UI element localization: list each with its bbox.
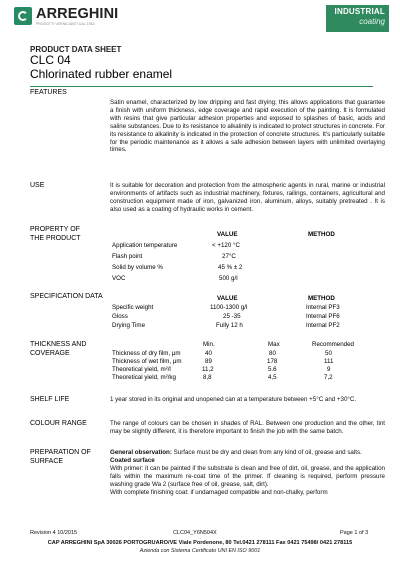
thickness-row bbox=[112, 374, 382, 382]
features-text: Satin enamel, characterized by low dripping and fast drying; this allows applications that guarantee a finish with uniform thickness, edge coverage and rapid execution of the painting. It is formulated with resins that give particular adhesion properties and exposed to splashes of basic, acids and saline substances. Due to its resistance to alkalinity is indicated to protect structures in concrete. For its resistance to alkalinity is indicated in the protection of concrete structures. It's particularly suitable for the periodic maintenance as it allows a safe adhesion between layers with unlimited overlaying times. bbox=[110, 99, 385, 154]
property-row bbox=[112, 275, 382, 283]
thickness-col-recommended: Recommended bbox=[312, 341, 354, 348]
badge-industrial: INDUSTRIAL bbox=[334, 7, 385, 16]
property-name: Application temperature bbox=[112, 242, 178, 249]
prep-text bbox=[110, 449, 385, 496]
property-value: 500 g/l bbox=[219, 275, 238, 282]
footer-company-text: CAP ARREGHINI SpA 30026 PORTOGRUARO/VE Viale Pordenone, 80 Tel.0421 278111 Fax 0421 75498/ 0421 278115 bbox=[47, 540, 353, 546]
logo-subtitle: PRODOTTI VERNICIANTI DAL 1962 bbox=[36, 22, 95, 26]
property-label-line1: PROPERTY OF bbox=[30, 226, 80, 233]
property-value: 27°C bbox=[222, 253, 236, 260]
thickness-name: Thickness of wet film, μm bbox=[112, 358, 182, 365]
spec-name: Specific weight bbox=[112, 304, 154, 311]
badge-coating: coating bbox=[359, 17, 385, 26]
property-col-method: METHOD bbox=[308, 231, 335, 238]
prep-label-line1: PREPARATION OF bbox=[30, 449, 91, 456]
property-row bbox=[112, 253, 382, 261]
spec-col-value: VALUE bbox=[217, 295, 238, 302]
prep-coated-head: Coated surface bbox=[110, 456, 155, 464]
spec-name: Drying Time bbox=[112, 322, 146, 329]
logo-icon bbox=[14, 7, 32, 25]
shelf-label: SHELF LIFE bbox=[30, 396, 70, 403]
prep-label bbox=[30, 449, 91, 466]
spec-value: 25 -35 bbox=[223, 313, 241, 320]
use-label: USE bbox=[30, 182, 45, 189]
property-name: VOC bbox=[112, 275, 126, 282]
footer-revision: Revision 4 10/2015 bbox=[30, 530, 78, 536]
prep-coated-text1: With primer: it can be painted if the substrate is clean and free of dirt, oil, grease, and the application falls within the maximum re-coat time of the primer. If cleaning is required, perform pressure washing grade Wa 2 (surface free of oil, grease, salt, dirt). bbox=[110, 464, 385, 488]
thickness-name: Theoretical yield, m²/l bbox=[112, 366, 171, 373]
thickness-row bbox=[112, 358, 382, 366]
thickness-min: 8,8 bbox=[203, 374, 212, 381]
thickness-col-max: Max bbox=[268, 341, 280, 348]
use-text: It is suitable for decoration and protection from the atmospheric agents in rural, marine or industrial environments of artifacts such as industrial machinery, fixtures, railings, containers, agricultural and construction equipment made of iron, galvanized iron, aluminum, alloys, suitably pretreated . It is also used as a coating of hydraulic works in cement. bbox=[110, 182, 385, 213]
thickness-max: 80 bbox=[269, 350, 276, 357]
footer-doc-code: CLC04_Y6N504X bbox=[173, 530, 217, 536]
prep-general-text: Surface must be dry and clean from any kind of oil, grease and salts. bbox=[171, 449, 362, 456]
shelf-text: 1 year stored in its original and unopened can at a temperature between +5°C and +30°C. bbox=[110, 396, 357, 403]
thickness-max: 4,5 bbox=[268, 374, 277, 381]
prep-general-head: General observation: bbox=[110, 449, 172, 456]
thickness-label-line2: COVERAGE bbox=[30, 349, 70, 357]
property-label-line2: THE PRODUCT bbox=[30, 234, 81, 242]
spec-method: Internal PF2 bbox=[306, 322, 340, 329]
thickness-rec: 111 bbox=[324, 358, 334, 365]
thickness-max: 5.6 bbox=[268, 366, 277, 373]
prep-coated-text2: With complete finishing coat: if undamaged compatible and non-chalky, perform bbox=[110, 488, 328, 496]
thickness-row bbox=[112, 366, 382, 374]
property-col-value: VALUE bbox=[217, 231, 238, 238]
thickness-max: 178 bbox=[267, 358, 278, 365]
spec-row bbox=[112, 322, 382, 330]
sheet-type: PRODUCT DATA SHEET bbox=[30, 45, 122, 54]
thickness-rec: 9 bbox=[327, 366, 331, 373]
spec-col-method: METHOD bbox=[308, 295, 335, 302]
thickness-min: 11,2 bbox=[202, 366, 214, 373]
spec-header bbox=[112, 295, 382, 303]
property-value: < +120 °C bbox=[212, 242, 240, 249]
thickness-name: Theoretical yield, m²/kg bbox=[112, 374, 176, 381]
thickness-col-min: Min. bbox=[203, 341, 215, 348]
spec-name: Gloss bbox=[112, 313, 128, 320]
thickness-name: Thickness of dry film, μm bbox=[112, 350, 181, 357]
spec-value: Fully 12 h bbox=[216, 322, 243, 329]
features-label: FEATURES bbox=[30, 89, 67, 96]
spec-row bbox=[112, 313, 382, 321]
product-code: CLC 04 bbox=[30, 53, 71, 67]
property-name: Solid by volume % bbox=[112, 264, 163, 271]
thickness-min: 89 bbox=[205, 358, 212, 365]
property-row bbox=[112, 264, 382, 272]
spec-label: SPECIFICATION DATA bbox=[30, 293, 103, 300]
colour-label: COLOUR RANGE bbox=[30, 420, 87, 427]
thickness-min: 40 bbox=[205, 350, 212, 357]
spec-method: Internal PF6 bbox=[306, 313, 340, 320]
spec-method: Internal PF3 bbox=[306, 304, 340, 311]
product-name: Chlorinated rubber enamel bbox=[30, 67, 173, 81]
thickness-label bbox=[30, 341, 86, 358]
header-divider bbox=[30, 86, 373, 87]
property-value: 45 % ± 2 bbox=[218, 264, 243, 271]
thickness-label-line1: THICKNESS AND bbox=[30, 341, 87, 348]
property-name: Flash point bbox=[112, 253, 143, 260]
logo-text: ARREGHINI bbox=[36, 6, 119, 22]
colour-text: The range of colours can be chosen in shades of RAL. Between one production and the other, tint may be slightly different, it is therefore important to finish the job with the same batch. bbox=[110, 420, 385, 435]
spec-value: 1100-1300 g/l bbox=[210, 304, 248, 311]
spec-row bbox=[112, 304, 382, 312]
industrial-coating-badge bbox=[326, 5, 389, 32]
thickness-rec: 7,2 bbox=[324, 374, 333, 381]
thickness-rec: 50 bbox=[325, 350, 332, 357]
thickness-header bbox=[112, 341, 382, 349]
prep-label-line2: SURFACE bbox=[30, 457, 64, 465]
property-label bbox=[30, 226, 81, 243]
footer-certification: Azienda con Sistema Certificato UNI EN ISO 9001 bbox=[139, 548, 261, 554]
footer-company bbox=[0, 540, 400, 546]
prep-general bbox=[110, 449, 385, 457]
property-header bbox=[112, 231, 382, 239]
thickness-row bbox=[112, 350, 382, 358]
property-row bbox=[112, 242, 382, 250]
footer-page: Page 1 of 3 bbox=[340, 530, 369, 536]
